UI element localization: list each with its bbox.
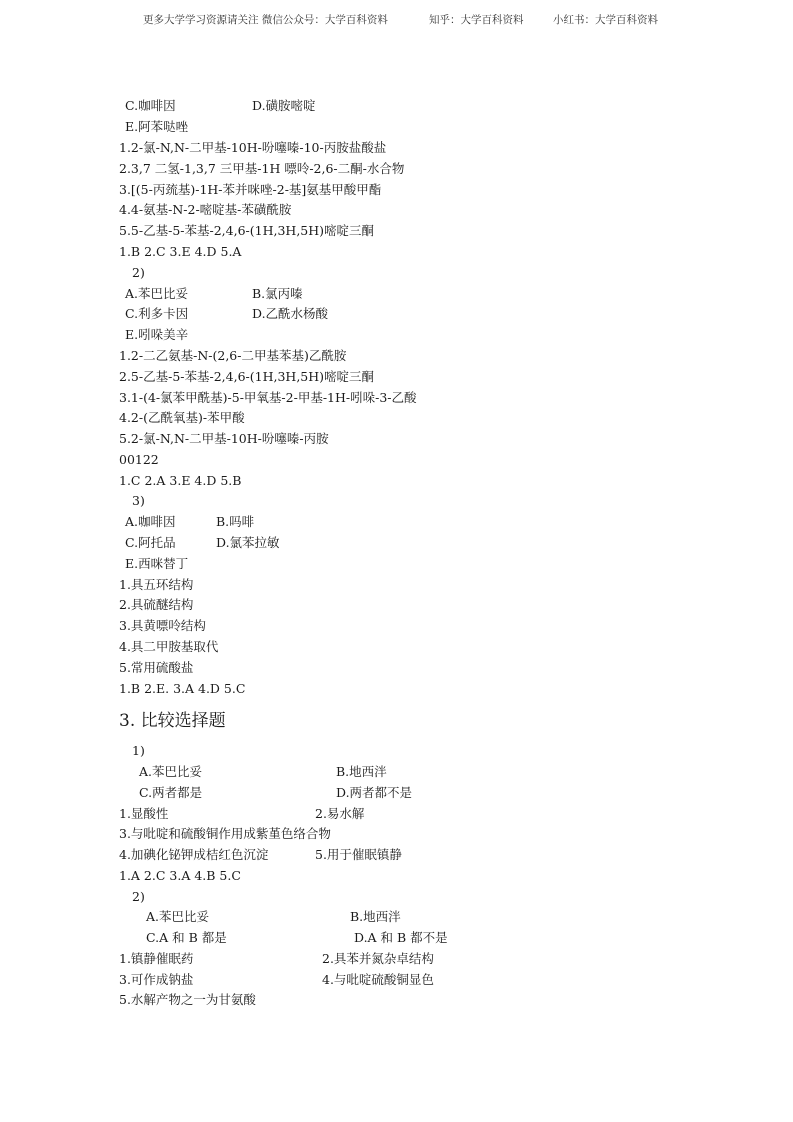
- option-a: A.咖啡因: [125, 514, 176, 529]
- question-line: 3.1-(4-氯苯甲酰基)-5-甲氧基-2-甲基-1H-吲哚-3-乙酸: [119, 390, 417, 405]
- question-line: 1.具五环结构: [119, 577, 194, 592]
- question-line: 3.[(5-丙巯基)-1H-苯并咪唑-2-基]氨基甲酸甲酯: [119, 182, 382, 197]
- question-line: 4.2-(乙酰氧基)-苯甲酸: [119, 410, 245, 425]
- question-line: 1.显酸性: [119, 806, 169, 821]
- question-line: 3.与吡啶和硫酸铜作用成紫堇色络合物: [119, 826, 331, 841]
- question-line: 5.常用硫酸盐: [119, 660, 194, 675]
- option-a: A.苯巴比妥: [146, 909, 210, 924]
- question-line: 1.2-二乙氨基-N-(2,6-二甲基苯基)乙酰胺: [119, 348, 347, 363]
- option-c: C.咖啡因: [125, 98, 176, 113]
- header-xiaohongshu-text: 小红书：大学百科资料: [553, 14, 658, 26]
- option-d: D.乙酰水杨酸: [252, 306, 329, 321]
- question-line: 2.5-乙基-5-苯基-2,4,6-(1H,3H,5H)嘧啶三酮: [119, 369, 375, 384]
- question-line: 4.具二甲胺基取代: [119, 639, 219, 654]
- question-line: 2.3,7 二氢-1,3,7 三甲基-1H 嘌呤-2,6-二酮-水合物: [119, 161, 405, 176]
- option-c: C.A 和 B 都是: [146, 930, 227, 945]
- option-d: D.A 和 B 都不是: [354, 930, 448, 945]
- question-line: 2.易水解: [315, 806, 365, 821]
- question-line: 2.具硫醚结构: [119, 597, 194, 612]
- option-c: C.利多卡因: [125, 306, 189, 321]
- question-line: 5.5-乙基-5-苯基-2,4,6-(1H,3H,5H)嘧啶三酮: [119, 223, 375, 238]
- answer-line: 1.A 2.C 3.A 4.B 5.C: [119, 868, 241, 883]
- question-line: 1.2-氯-N,N-二甲基-10H-吩噻嗪-10-丙胺盐酸盐: [119, 140, 387, 155]
- question-line: 5.水解产物之一为甘氨酸: [119, 992, 256, 1007]
- option-c: C.阿托品: [125, 535, 176, 550]
- question-line: 4.与吡啶硫酸铜显色: [322, 972, 434, 987]
- question-line: 3.具黄嘌呤结构: [119, 618, 206, 633]
- option-b: B.地西泮: [336, 764, 387, 779]
- question-line: 5.用于催眠镇静: [315, 847, 402, 862]
- answer-line: 1.C 2.A 3.E 4.D 5.B: [119, 473, 242, 488]
- option-d: D.磺胺嘧啶: [252, 98, 316, 113]
- option-b: B.地西泮: [350, 909, 401, 924]
- option-e: E.西咪替丁: [125, 556, 189, 571]
- option-a: A.苯巴比妥: [125, 286, 189, 301]
- option-a: A.苯巴比妥: [139, 764, 203, 779]
- question-line: 3.可作成钠盐: [119, 972, 194, 987]
- option-e: E.吲哚美辛: [125, 327, 189, 342]
- header-wechat-text: 更多大学学习资源请关注 微信公众号：大学百科资料: [143, 14, 388, 26]
- question-line: 1.镇静催眠药: [119, 951, 194, 966]
- subsection-number: 2): [132, 889, 145, 904]
- option-b: B.氯丙嗪: [252, 286, 303, 301]
- question-line: 4.加碘化铋钾成桔红色沉淀: [119, 847, 269, 862]
- subsection-number: 2): [132, 265, 145, 280]
- option-b: B.吗啡: [216, 514, 255, 529]
- question-line: 4.4-氨基-N-2-嘧啶基-苯磺酰胺: [119, 202, 292, 217]
- option-e: E.阿苯哒唑: [125, 119, 189, 134]
- option-d: D.氯苯拉敏: [216, 535, 280, 550]
- answer-line: 1.B 2.E. 3.A 4.D 5.C: [119, 681, 246, 696]
- answer-line: 1.B 2.C 3.E 4.D 5.A: [119, 244, 242, 259]
- section-heading: 3. 比较选择题: [119, 711, 226, 731]
- header-zhihu-text: 知乎：大学百科资料: [429, 14, 524, 26]
- subsection-number: 1): [132, 743, 145, 758]
- code-line: 00122: [119, 452, 159, 467]
- subsection-number: 3): [132, 493, 145, 508]
- option-c: C.两者都是: [139, 785, 203, 800]
- option-d: D.两者都不是: [336, 785, 413, 800]
- question-line: 2.具苯并氮杂卓结构: [322, 951, 434, 966]
- question-line: 5.2-氯-N,N-二甲基-10H-吩噻嗪-丙胺: [119, 431, 329, 446]
